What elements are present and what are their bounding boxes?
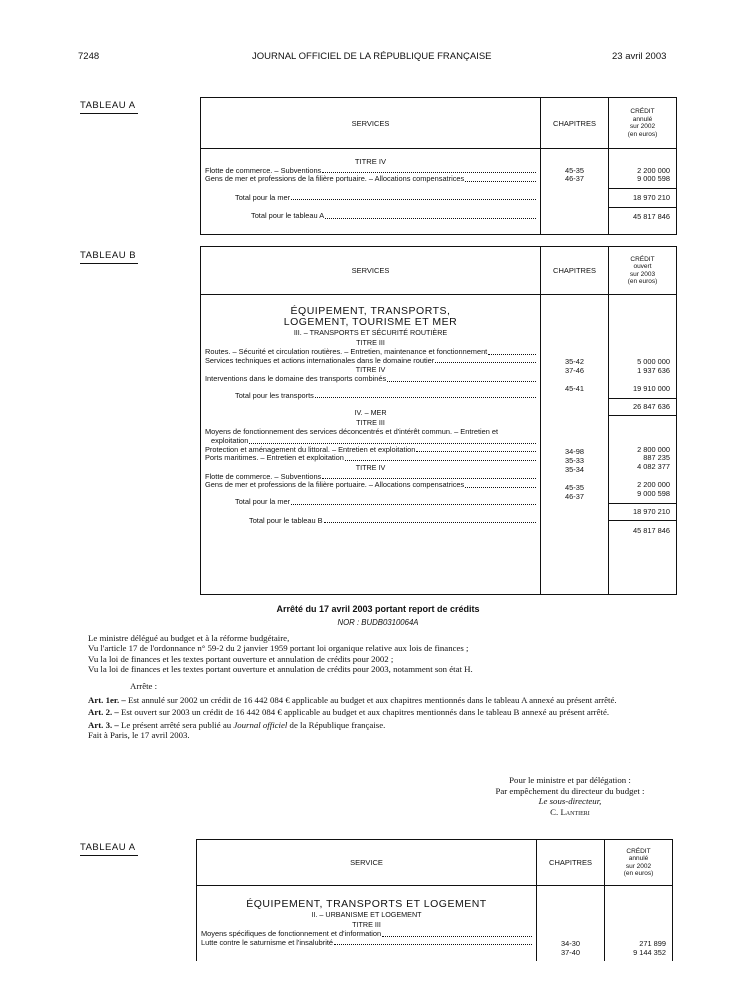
section-heading: II. – URBANISME ET LOGEMENT bbox=[311, 910, 422, 919]
table-header: SERVICES CHAPITRES CRÉDIT ouvert sur 2003 (en euros) bbox=[201, 247, 677, 295]
ministry-heading: ÉQUIPEMENT, TRANSPORTS, bbox=[290, 305, 451, 317]
visa: Vu la loi de finances et les textes portant ouverture et annulation de crédits pour 2003, notamment son état H. bbox=[88, 664, 473, 675]
list-item: exploitation bbox=[211, 437, 540, 446]
col-services: SERVICES bbox=[201, 98, 541, 149]
arrete-word: Arrête : bbox=[130, 680, 158, 691]
arrete-title: Arrêté du 17 avril 2003 portant report de crédits bbox=[276, 604, 480, 614]
total-mer-label: Total pour la mer bbox=[235, 194, 540, 203]
signatory-name: C. Lantieri bbox=[550, 806, 590, 817]
tableau-a-label: TABLEAU A bbox=[80, 100, 136, 111]
tableau-a-label: TABLEAU A bbox=[80, 842, 136, 853]
tableau-a-table: SERVICES CHAPITRES CRÉDIT annulé sur 2002 (en euros) TITRE IV Flotte de commerce. – Subventions Gens de mer et professions de la filière portuaire. – Allocations compensatrices Total pour la mer Total pour le tableau A 45-35 46-37 2 200 000 9 000 598 18 970 210 45 817 846 bbox=[200, 97, 677, 235]
list-item: Flotte de commerce. – Subventions bbox=[205, 167, 540, 176]
page-number: 7248 bbox=[78, 51, 100, 62]
total-mer-amount: 18 970 210 bbox=[633, 507, 670, 516]
article-2: Art. 2. – Est ouvert sur 2003 un crédit de 16 442 084 € applicable au budget et aux chapitres mentionnés dans le tableau B annexé au présent arrêté. bbox=[88, 707, 610, 718]
list-item: Routes. – Sécurité et circulation routières. – Entretien, maintenance et fonctionnement bbox=[205, 348, 540, 357]
table-header bbox=[201, 98, 677, 149]
journal-title: JOURNAL OFFICIEL DE LA RÉPUBLIQUE FRANÇAISE bbox=[252, 51, 492, 62]
arrete-body bbox=[88, 633, 678, 741]
ministry-heading: LOGEMENT, TOURISME ET MER bbox=[283, 316, 458, 328]
ministry-heading: ÉQUIPEMENT, TRANSPORTS ET LOGEMENT bbox=[246, 898, 487, 910]
list-item: Lutte contre le saturnisme et l'insalubrité bbox=[201, 939, 536, 948]
total-tableau-label: Total pour le tableau B bbox=[249, 517, 540, 526]
list-item: Services techniques et actions internationales dans le domaine routier bbox=[205, 357, 540, 366]
total-transports-amount: 26 847 636 bbox=[633, 402, 670, 411]
total-tableau-label: Total pour le tableau A bbox=[251, 212, 540, 221]
list-item: Protection et aménagement du littoral. – Entretien et exploitation bbox=[205, 446, 540, 455]
nor-reference: NOR : BUDB0310064A bbox=[337, 618, 419, 627]
visa: Le ministre délégué au budget et à la réforme budgétaire, bbox=[88, 633, 290, 643]
visa: Vu l'article 17 de l'ordonnance n° 59-2 du 2 janvier 1959 portant loi organique relative aux lois de finances ; bbox=[88, 643, 469, 654]
article-3: Art. 3. – Le présent arrêté sera publié au Journal officiel de la République française. bbox=[88, 719, 386, 730]
total-mer-label: Total pour la mer bbox=[235, 498, 540, 507]
fait-a-paris: Fait à Paris, le 17 avril 2003. bbox=[88, 730, 190, 741]
list-item: Interventions dans le domaine des transports combinés bbox=[205, 375, 540, 384]
titre-heading: TITRE IV bbox=[354, 158, 387, 166]
tableau-b-label: TABLEAU B bbox=[80, 250, 137, 261]
total-tableau-amount: 45 817 846 bbox=[633, 213, 670, 222]
col-credit: CRÉDIT annulé sur 2002 (en euros) bbox=[627, 108, 658, 138]
table-header: SERVICE CHAPITRES CRÉDIT annulé sur 2002 (en euros) bbox=[197, 840, 673, 886]
total-tableau-amount: 45 817 846 bbox=[633, 527, 670, 536]
section-heading: IV. – MER bbox=[354, 408, 387, 418]
col-chapitres: CHAPITRES bbox=[541, 98, 609, 149]
list-item: Gens de mer et professions de la filière portuaire. – Allocations compensatrices bbox=[205, 481, 540, 490]
total-mer-amount: 18 970 210 bbox=[633, 193, 670, 202]
tableau-b-table: SERVICES CHAPITRES CRÉDIT ouvert sur 2003 (en euros) ÉQUIPEMENT, TRANSPORTS, LOGEMENT, TOURISME ET MER III. – TRANSPORTS ET SÉCURITÉ ROUTIÈRE TITRE III Routes. – Sécurité et circulation routières. – Entretien, maintenance et fonctionnement Services techniques et actions internationales dans le domaine routier TITRE IV Interventions dans le domaine des transports combinés Total pour les transports IV. – MER TITRE III Moyens de fonctionnement des services déconcentrés et d'intérêt commun. – Entretien et exploitation Protection et aménagement du littoral. – Entretien et exploitation Ports maritimes. – Entretien et exploitation TITRE IV Flotte de commerce. – Subventions Gens de mer et professions de la filière portuaire. – Allocations compensatrices Total pour la mer Total pour le tableau B 35-42 37-46 45-41 34-98 35-33 35-34 45-35 46-37 5 000 000 1 937 636 19 910 000 26 847 636 2 800 000 887 235 4 082 377 2 200 000 9 000 598 18 970 210 45 817 846 bbox=[200, 246, 677, 595]
article-1: Art. 1er. – Est annulé sur 2002 un crédit de 16 442 084 € applicable au budget et aux chapitres mentionnés dans le tableau A annexé au présent arrêté. bbox=[88, 695, 617, 706]
list-item: Moyens spécifiques de fonctionnement et d'information bbox=[201, 930, 536, 939]
visa: Vu la loi de finances et les textes portant ouverture et annulation de crédits pour 2002 ; bbox=[88, 653, 394, 664]
header-date: 23 avril 2003 bbox=[612, 51, 667, 62]
signature-block: Pour le ministre et par délégation : Par empêchement du directeur du budget : Le sous-directeur, C. Lantieri bbox=[470, 775, 670, 817]
section-heading: III. – TRANSPORTS ET SÉCURITÉ ROUTIÈRE bbox=[293, 328, 448, 337]
list-item: Flotte de commerce. – Subventions bbox=[205, 473, 540, 482]
total-transports-label: Total pour les transports bbox=[235, 392, 540, 401]
tableau-a2-table: SERVICE CHAPITRES CRÉDIT annulé sur 2002 (en euros) ÉQUIPEMENT, TRANSPORTS ET LOGEMENT II. – URBANISME ET LOGEMENT TITRE III Moyens spécifiques de fonctionnement et d'information Lutte contre le saturnisme et l'insalubrité 34-30 37-40 271 899 9 144 352 bbox=[196, 839, 673, 961]
list-item: Gens de mer et professions de la filière portuaire. – Allocations compensatrices bbox=[205, 175, 540, 184]
list-item: Ports maritimes. – Entretien et exploitation bbox=[205, 454, 540, 463]
